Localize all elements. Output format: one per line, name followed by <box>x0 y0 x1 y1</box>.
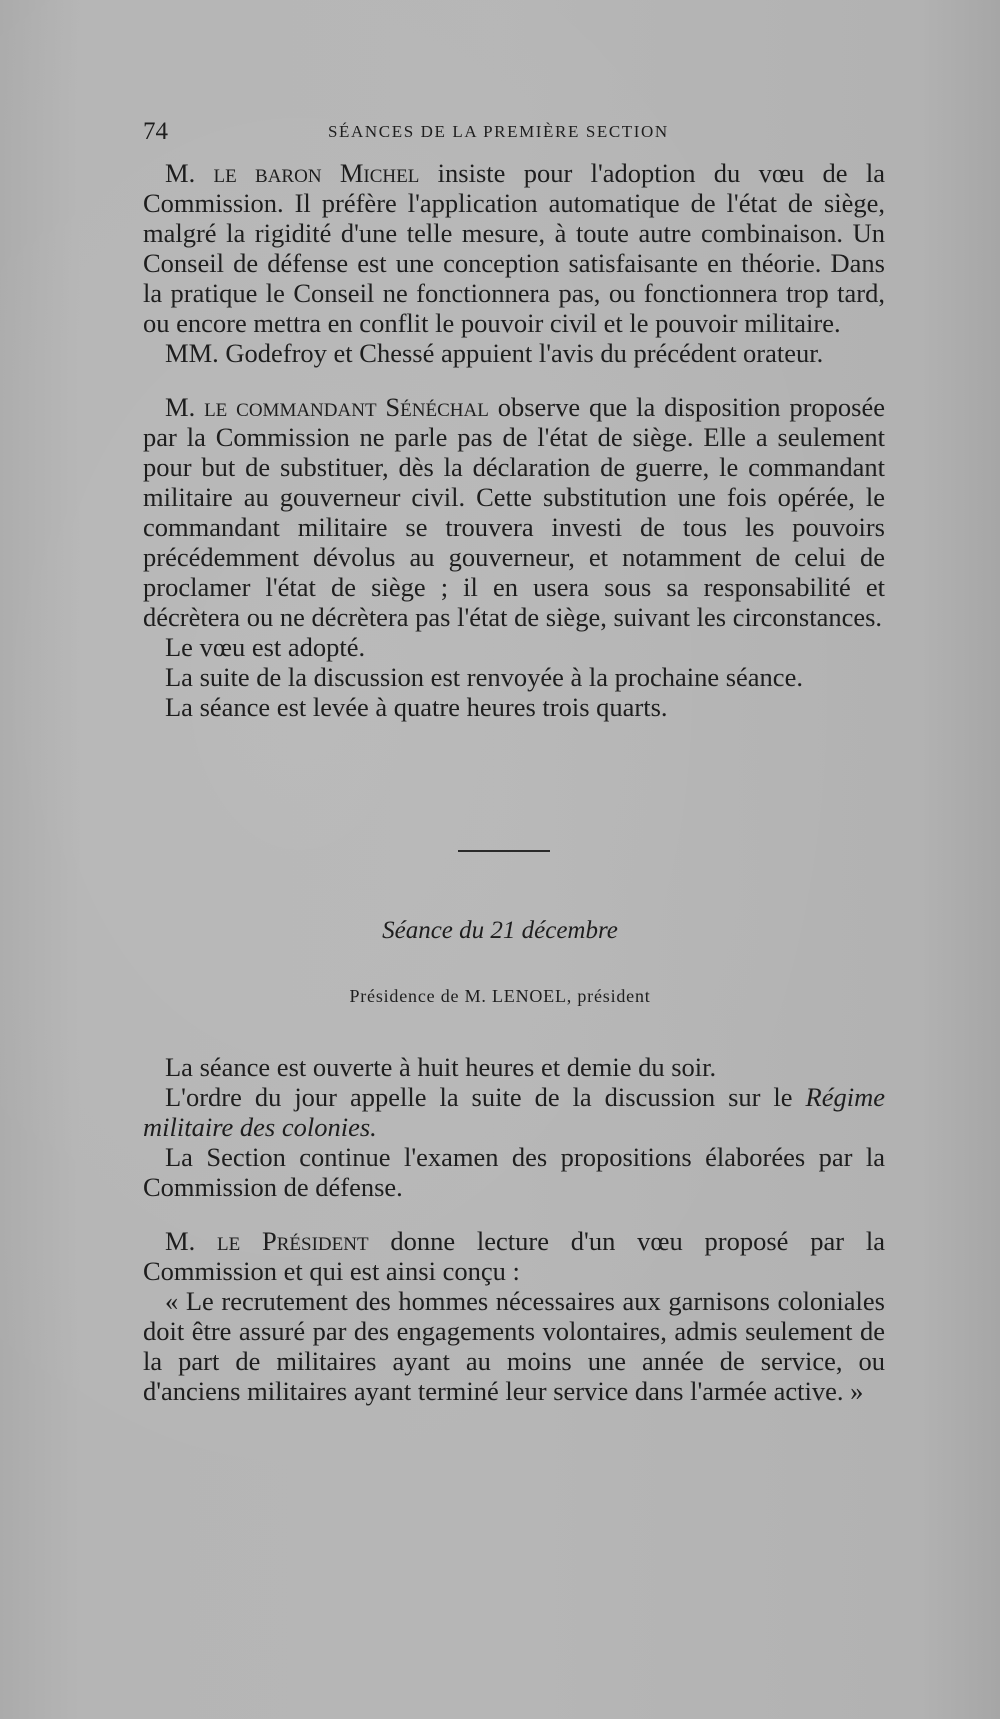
paragraph <box>143 392 885 632</box>
paragraph: La suite de la discussion est renvoyée à la prochaine séance. <box>165 662 803 692</box>
paragraph: Le vœu est adopté. <box>165 632 366 662</box>
page-header <box>143 118 885 152</box>
paragraph-text: L'ordre du jour appelle la suite de la discussion sur le <box>165 1082 806 1112</box>
paragraph <box>143 1082 885 1142</box>
paragraph-text: insiste pour l'adoption du vœu de la Commission. Il préfère l'application automatique de l'état de siège, malgré la rigidité d'une telle mesure, à toute autre combinaison. Un Conseil de défense est une conception satisfaisante en théorie. Dans la pratique le Conseil ne fonctionnera pas, ou fonctionnera trop tard, ou encore mettra en conflit le pouvoir civil et le pouvoir militaire. <box>143 158 886 338</box>
speaker-name: M. le commandant Sénéchal <box>165 392 489 422</box>
presidence-line: Présidence de M. LENOEL, président <box>349 986 651 1006</box>
body-section-1 <box>143 158 885 722</box>
paragraph: La séance est levée à quatre heures trois quarts. <box>165 692 668 722</box>
paragraph: La séance est ouverte à huit heures et demie du soir. <box>165 1052 717 1082</box>
page-number: 74 <box>143 118 168 145</box>
section-divider <box>458 850 550 852</box>
paragraph <box>143 158 885 338</box>
italic-title: Régime militaire des colonies. <box>143 1082 885 1142</box>
speaker-name: M. le baron Michel <box>165 158 420 188</box>
session-title: Séance du 21 décembre <box>382 917 618 944</box>
paragraph: La Section continue l'examen des propositions élaborées par la Commission de défense. <box>143 1142 885 1202</box>
running-head: SÉANCES DE LA PREMIÈRE SECTION <box>328 122 669 141</box>
paragraph: MM. Godefroy et Chessé appuient l'avis du précédent orateur. <box>165 338 824 368</box>
body-section-2 <box>143 1052 885 1406</box>
quoted-paragraph: « Le recrutement des hommes nécessaires aux garnisons coloniales doit être assuré par des engagements volontaires, admis seulement de la part de militaires ayant au moins une année de service, ou d'anciens militaires ayant terminé leur service dans l'armée active. » <box>143 1286 885 1406</box>
speaker-name: M. le Président <box>165 1226 369 1256</box>
paragraph <box>143 1226 885 1286</box>
paragraph-text: observe que la disposition proposée par la Commission ne parle pas de l'état de siège. Elle a seulement pour but de substituer, dès la déclaration de guerre, le commandant militaire au gouverneur civil. Cette substitution une fois opérée, le commandant militaire se trouvera investi de tous les pouvoirs précédemment dévolus au gouverneur, et notamment de celui de proclamer l'état de siège ; il en usera sous sa responsabilité et décrètera ou ne décrètera pas l'état de siège, suivant les circonstances. <box>143 392 885 632</box>
paragraph-gap <box>143 1202 885 1226</box>
paragraph-gap <box>143 368 885 392</box>
paragraph-text: donne lecture d'un vœu proposé par la Commission et qui est ainsi conçu : <box>143 1226 885 1286</box>
